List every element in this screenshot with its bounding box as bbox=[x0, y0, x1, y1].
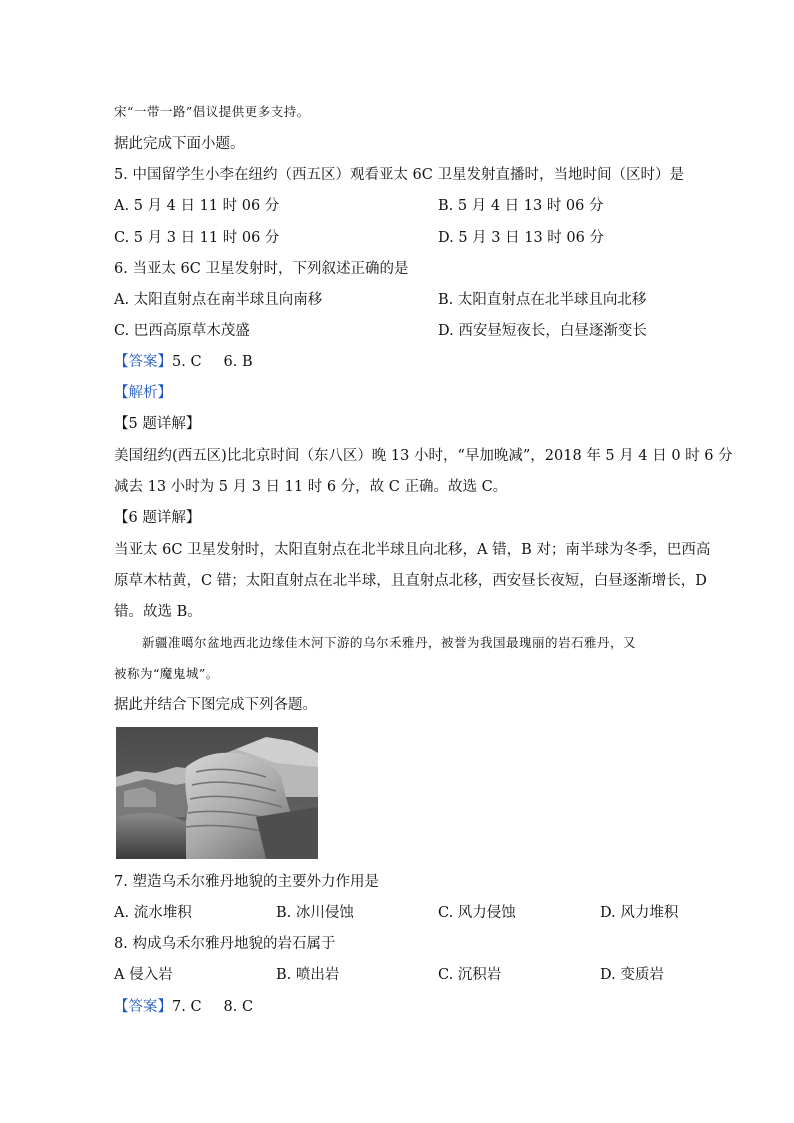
q8-option-a: A 侵入岩 bbox=[114, 967, 173, 983]
question-6: 6. 当亚太 6C 卫星发射时，下列叙述正确的是 bbox=[114, 261, 409, 277]
detail-6-heading: 【6 题详解】 bbox=[114, 510, 201, 526]
q6-option-d: D. 西安昼短夜长，白昼逐渐变长 bbox=[438, 323, 647, 339]
q7-option-c: C. 风力侵蚀 bbox=[438, 905, 516, 921]
answer-6: 6. B bbox=[223, 354, 253, 370]
detail-6-line-1: 当亚太 6C 卫星发射时，太阳直射点在北半球且向北移，A 错，B 对；南半球为冬季，巴西高 bbox=[114, 542, 711, 558]
q6-option-a: A. 太阳直射点在南半球且向南移 bbox=[114, 292, 323, 308]
answer-tag: 【答案】 bbox=[114, 354, 172, 370]
question-7: 7. 塑造乌禾尔雅丹地貌的主要外力作用是 bbox=[114, 874, 379, 890]
answer-5: 5. C bbox=[172, 354, 202, 370]
intro-text-tail: 宋“一带一路”倡议提供更多支持。 bbox=[114, 104, 310, 119]
instruction-text: 据此完成下面小题。 bbox=[114, 136, 245, 152]
q5-option-b: B. 5 月 4 日 13 时 06 分 bbox=[438, 198, 604, 214]
q5-option-c: C. 5 月 3 日 11 时 06 分 bbox=[114, 230, 280, 246]
q8-option-d: D. 变质岩 bbox=[600, 967, 664, 983]
analysis-tag: 【解析】 bbox=[114, 385, 172, 401]
detail-5-line-2: 减去 13 小时为 5 月 3 日 11 时 6 分，故 C 正确。故选 C。 bbox=[114, 479, 508, 495]
detail-6-line-3: 错。故选 B。 bbox=[114, 604, 202, 620]
passage-line-2: 被称为“魔鬼城”。 bbox=[114, 666, 219, 681]
detail-5-heading: 【5 题详解】 bbox=[114, 416, 201, 432]
q5-option-a: A. 5 月 4 日 11 时 06 分 bbox=[114, 198, 280, 214]
task-text: 据此并结合下图完成下列各题。 bbox=[114, 697, 317, 713]
q5-option-d: D. 5 月 3 日 13 时 06 分 bbox=[438, 230, 604, 246]
question-5: 5. 中国留学生小李在纽约（西五区）观看亚太 6C 卫星发射直播时，当地时间（区时）是 bbox=[114, 167, 684, 183]
passage-line-1: 新疆准噶尔盆地西北边缘佳木河下游的乌尔禾雅丹，被誉为我国最瑰丽的岩石雅丹，又 bbox=[142, 635, 637, 650]
q6-option-b: B. 太阳直射点在北半球且向北移 bbox=[438, 292, 647, 308]
answer-line-2 bbox=[114, 997, 253, 1017]
detail-6-line-2: 原草木枯黄，C 错；太阳直射点在北半球，且直射点北移，西安昼长夜短，白昼逐渐增长，D bbox=[114, 573, 707, 589]
answer-tag-2: 【答案】 bbox=[114, 999, 172, 1015]
yardang-landform-photo bbox=[116, 727, 318, 859]
q7-option-a: A. 流水堆积 bbox=[114, 905, 192, 921]
q8-option-c: C. 沉积岩 bbox=[438, 967, 502, 983]
q7-option-b: B. 冰川侵蚀 bbox=[276, 905, 354, 921]
q7-option-d: D. 风力堆积 bbox=[600, 905, 679, 921]
detail-5-line-1: 美国纽约(西五区)比北京时间（东八区）晚 13 小时，“早加晚减”，2018 年 5 月 4 日 0 时 6 分 bbox=[114, 448, 733, 464]
question-8: 8. 构成乌禾尔雅丹地貌的岩石属于 bbox=[114, 936, 336, 952]
answer-8: 8. C bbox=[223, 999, 254, 1015]
q8-option-b: B. 喷出岩 bbox=[276, 967, 340, 983]
answer-line-1 bbox=[114, 352, 253, 372]
answer-7: 7. C bbox=[172, 999, 202, 1015]
q6-option-c: C. 巴西高原草木茂盛 bbox=[114, 323, 250, 339]
